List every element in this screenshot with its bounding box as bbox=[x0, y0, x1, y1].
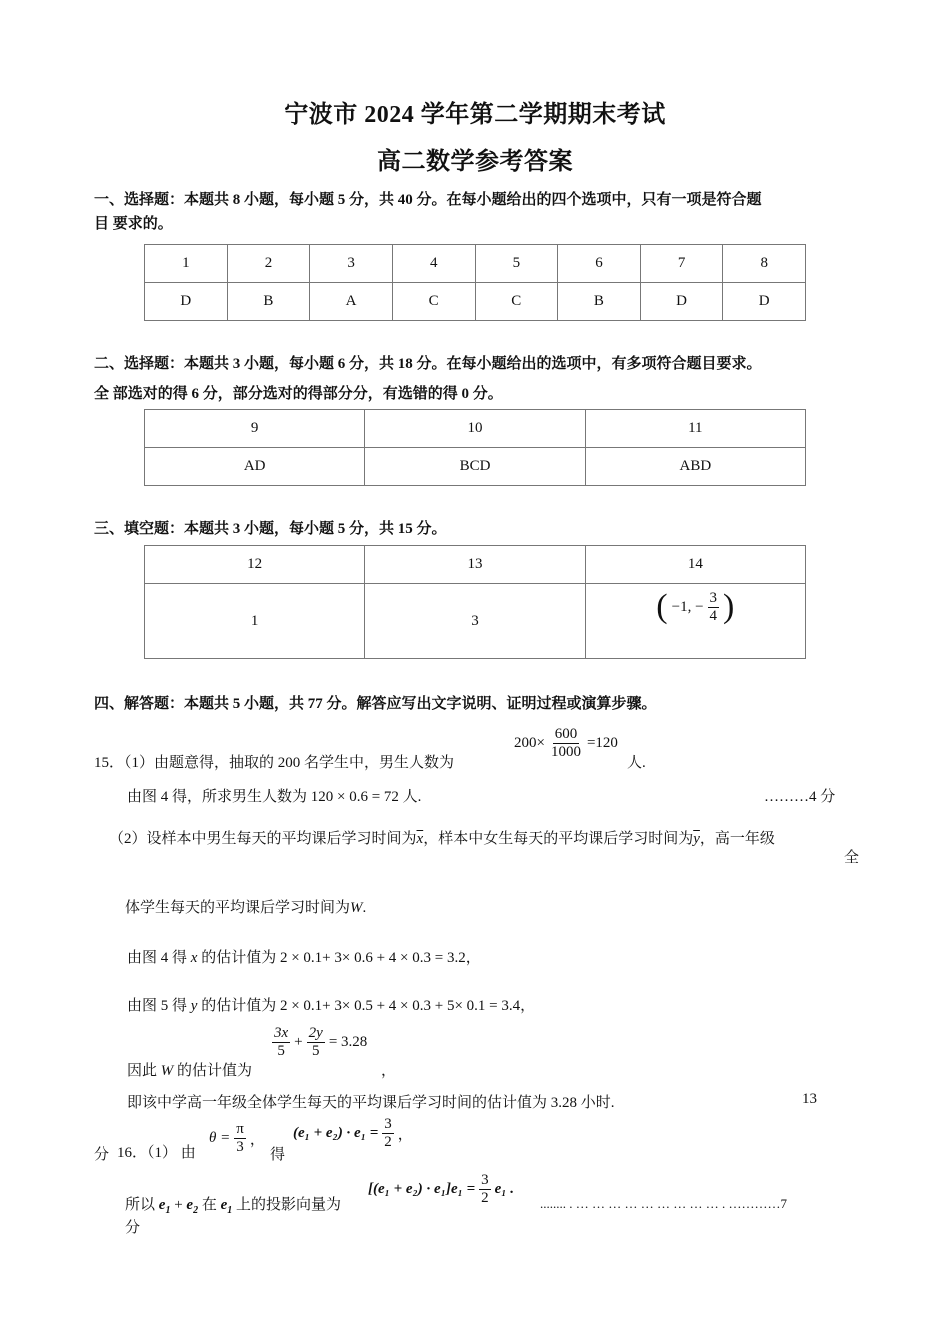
section1-heading-line1: 一、选择题：本题共 8 小题，每小题 5 分，共 40 分。在每小题给出的四个选项中，只有一项是符合题 bbox=[94, 192, 762, 208]
fraction bbox=[307, 1025, 325, 1059]
text-segment: 在 bbox=[201, 1197, 217, 1213]
answer-cell: D bbox=[723, 283, 806, 321]
text-segment: 的估计值为 2 × 0.1+ 3× 0.6 + 4 × 0.3 = 3.2， bbox=[201, 950, 481, 966]
math-result: = 3.28 bbox=[328, 1033, 368, 1050]
q16-projection-formula bbox=[368, 1172, 514, 1206]
math-lead: 200× bbox=[514, 734, 545, 751]
q15-part1-score: ………4 分 bbox=[764, 789, 836, 805]
answer-cell: B bbox=[227, 283, 310, 321]
text-segment: ，样本中女生每天的平均课后学习时间为 bbox=[423, 831, 694, 847]
fraction-denominator: 3 bbox=[236, 1138, 244, 1155]
q16-get: 得 bbox=[270, 1147, 286, 1163]
text-segment: . bbox=[362, 900, 367, 916]
vector-e1: $e_1$ bbox=[220, 1197, 233, 1216]
question-number: 6 bbox=[558, 245, 641, 283]
answer-cell: BCD bbox=[365, 448, 585, 486]
q15-part2-definition bbox=[125, 896, 366, 917]
fraction-numerator: 3 bbox=[384, 1116, 392, 1132]
q16-lead: 16．（1） 由 bbox=[117, 1145, 196, 1161]
section2-heading-line2: 全 部选对的得 6 分，部分选对的得部分分，有选错的得 0 分。 bbox=[94, 386, 503, 402]
question-number: 9 bbox=[145, 410, 365, 448]
question-number: 3 bbox=[310, 245, 393, 283]
fraction bbox=[479, 1172, 491, 1206]
section1-heading-line2: 目 要求的。 bbox=[94, 216, 173, 232]
q15-W-comma: ， bbox=[381, 1063, 397, 1079]
question-number: 10 bbox=[365, 410, 585, 448]
q15-part2-setup bbox=[109, 827, 775, 848]
fraction-denominator: 1000 bbox=[550, 743, 581, 760]
q15-part1-text: 15．（1）由题意得，抽取的 200 名学生中，男生人数为 bbox=[94, 755, 455, 771]
fraction bbox=[382, 1116, 394, 1150]
question-number: 5 bbox=[475, 245, 558, 283]
fraction-numerator: 600 bbox=[554, 726, 578, 742]
text-segment: 的估计值为 bbox=[177, 1063, 253, 1079]
text-segment: ，高一年级 bbox=[699, 831, 775, 847]
section2-heading-line1: 二、选择题：本题共 3 小题，每小题 6 分，共 18 分。在每小题给出的选项中，有多项符合题目要求。 bbox=[94, 356, 762, 372]
answer-cell: C bbox=[392, 283, 475, 321]
q15-score-unit: 分 bbox=[94, 1147, 110, 1163]
text-segment: 由图 5 得 bbox=[127, 998, 188, 1014]
fraction-denominator: 2 bbox=[481, 1189, 489, 1206]
comma: ， bbox=[397, 1126, 413, 1143]
fraction-numerator: 3 bbox=[709, 590, 718, 606]
math-tail: =120 bbox=[586, 734, 618, 751]
text-segment: 上的投影向量为 bbox=[236, 1197, 342, 1213]
answer-cell: ABD bbox=[585, 448, 805, 486]
question-number: 2 bbox=[227, 245, 310, 283]
var-x-bar: $\overline{x}$ bbox=[416, 831, 424, 847]
vector-e1: $e_1$ bbox=[158, 1197, 171, 1216]
q15-part1-result: 由图 4 得，所求男生人数为 120 × 0.6 = 72 人. bbox=[127, 789, 422, 805]
q16-dot-product-formula bbox=[293, 1116, 413, 1150]
question-number: 1 bbox=[145, 245, 228, 283]
section3-answer-table bbox=[144, 545, 806, 659]
var-x: x bbox=[190, 950, 198, 966]
left-paren-symbol: ( bbox=[656, 588, 668, 625]
question-number: 7 bbox=[640, 245, 723, 283]
q16-score: ........ . … … … … … … … … … . …………7 bbox=[540, 1196, 787, 1211]
answer-cell: 3 bbox=[365, 584, 585, 659]
text-segment: 由图 4 得 bbox=[127, 950, 188, 966]
text-segment: 所以 bbox=[125, 1197, 156, 1213]
math-lhs: [(e₁ + e₂) · e₁]e₁ = bbox=[368, 1180, 476, 1197]
var-y-bar: $\overline{y}$ bbox=[693, 831, 700, 847]
answer-key-title: 高二数学参考答案 bbox=[377, 149, 573, 175]
q16-theta-formula bbox=[209, 1121, 265, 1155]
answer-cell: 1 bbox=[145, 584, 365, 659]
q15-W-estimate-formula bbox=[272, 1025, 367, 1059]
math-lhs: θ = bbox=[209, 1129, 231, 1146]
q15-part2-score: 13 bbox=[802, 1091, 817, 1107]
text-segment: （2）设样本中男生每天的平均课后学习时间为 bbox=[109, 831, 417, 847]
answer-cell: D bbox=[145, 283, 228, 321]
fraction bbox=[272, 1025, 290, 1059]
answer-cell: A bbox=[310, 283, 393, 321]
q15-W-estimate-text bbox=[127, 1059, 252, 1080]
fraction-numerator: π bbox=[236, 1121, 244, 1137]
answer-cell: D bbox=[640, 283, 723, 321]
fraction-numerator: 2y bbox=[308, 1025, 323, 1041]
q15-male-estimate bbox=[127, 946, 481, 967]
var-W: W bbox=[160, 1063, 174, 1079]
comma: ， bbox=[249, 1131, 265, 1148]
question-number: 4 bbox=[392, 245, 475, 283]
question-number: 14 bbox=[585, 546, 805, 584]
section4-heading: 四、解答题：本题共 5 小题，共 77 分。解答应写出文字说明、证明过程或演算步骤。 bbox=[94, 696, 657, 712]
answer-cell: B bbox=[558, 283, 641, 321]
question-number: 12 bbox=[145, 546, 365, 584]
plus-sign: + bbox=[170, 1197, 187, 1213]
q16-score-unit: 分 bbox=[125, 1220, 141, 1236]
q15-part1-unit: 人. bbox=[627, 755, 646, 771]
vector-e2: $e_2$ bbox=[186, 1197, 199, 1216]
answer-cell: AD bbox=[145, 448, 365, 486]
fraction-numerator: 3 bbox=[481, 1172, 489, 1188]
q15-conclusion: 即该中学高一年级全体学生每天的平均课后学习时间的估计值为 3.28 小时. bbox=[127, 1095, 615, 1111]
math-tail: e₁ . bbox=[494, 1180, 515, 1197]
section2-answer-table bbox=[144, 409, 806, 486]
text-segment: 的估计值为 2 × 0.1+ 3× 0.5 + 4 × 0.3 + 5× 0.1 = 3.4， bbox=[201, 998, 536, 1014]
fraction-numerator: 3x bbox=[274, 1025, 289, 1041]
question-number: 13 bbox=[365, 546, 585, 584]
plus-sign: + bbox=[294, 1033, 303, 1050]
text-segment: 体学生每天的平均课后学习时间为 bbox=[125, 900, 351, 916]
fraction bbox=[234, 1121, 246, 1155]
question-number: 8 bbox=[723, 245, 806, 283]
answer-cell: C bbox=[475, 283, 558, 321]
math-lhs: (e₁ + e₂) · e₁ = bbox=[293, 1124, 379, 1141]
exam-title: 宁波市 2024 学年第二学期期末考试 bbox=[284, 102, 666, 128]
fraction-denominator: 5 bbox=[277, 1042, 285, 1059]
section3-heading: 三、填空题：本题共 3 小题，每小题 5 分，共 15 分。 bbox=[94, 521, 447, 537]
var-W: W bbox=[350, 900, 363, 916]
var-y: y bbox=[190, 998, 198, 1014]
section1-answer-table bbox=[144, 244, 806, 321]
fraction-denominator: 5 bbox=[311, 1042, 320, 1059]
interval-answer bbox=[656, 590, 734, 624]
right-paren-symbol: ) bbox=[723, 588, 735, 625]
fraction-denominator: 4 bbox=[709, 607, 718, 624]
question-number: 11 bbox=[585, 410, 805, 448]
q15-part1-math bbox=[514, 726, 618, 760]
fraction bbox=[549, 726, 583, 760]
answer-cell-14 bbox=[585, 584, 805, 659]
text-segment: 因此 bbox=[127, 1063, 158, 1079]
q16-projection-text bbox=[125, 1193, 341, 1216]
q15-part2-wrap: 全 bbox=[844, 850, 860, 866]
fraction-denominator: 2 bbox=[384, 1133, 392, 1150]
fraction bbox=[708, 590, 720, 624]
interval-lead: −1, − bbox=[671, 598, 704, 615]
q15-female-estimate bbox=[127, 994, 535, 1015]
